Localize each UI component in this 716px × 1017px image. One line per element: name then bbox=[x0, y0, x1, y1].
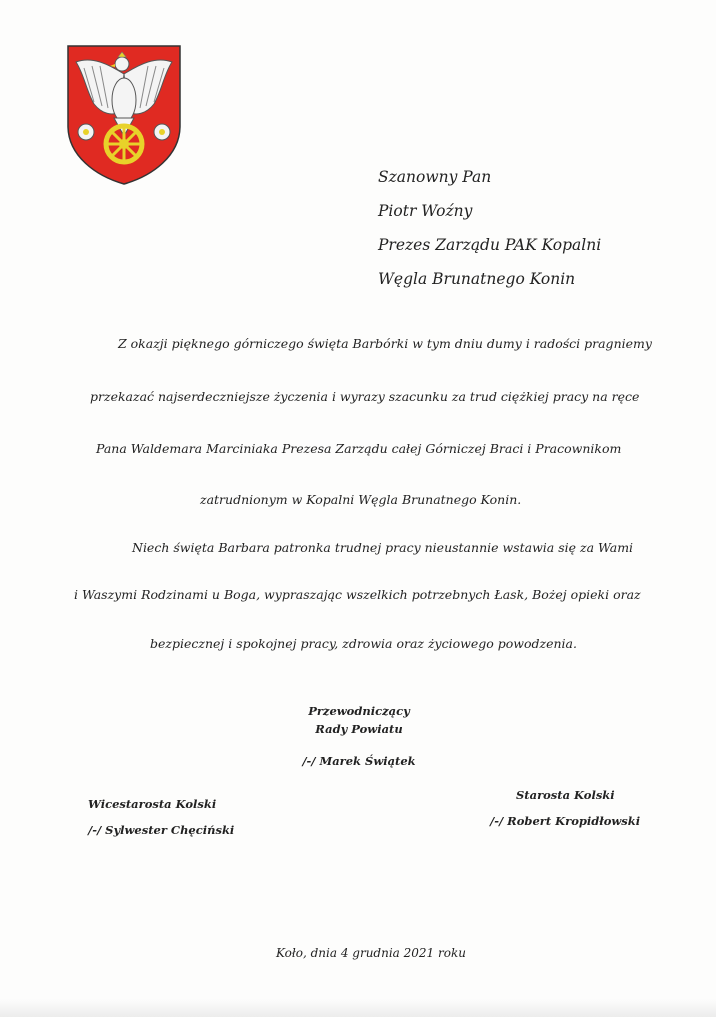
addressee-company: Węgla Brunatnego Konin bbox=[378, 270, 576, 288]
signature-name: /-/ Sylwester Chęciński bbox=[88, 823, 235, 837]
letter-date: Koło, dnia 4 grudnia 2021 roku bbox=[276, 946, 466, 960]
signature-title: Wicestarosta Kolski bbox=[88, 797, 217, 811]
body-line: Pana Waldemara Marciniaka Prezesa Zarządu całej Górniczej Braci i Pracownikom bbox=[96, 441, 622, 456]
signature-chairman bbox=[294, 702, 424, 770]
body-line: przekazać najserdeczniejsze życzenia i wyrazy szacunku za trud ciężkiej pracy na ręce bbox=[90, 389, 640, 404]
signature-name: /-/ Robert Kropidłowski bbox=[490, 814, 641, 828]
signature-vice-starost bbox=[88, 795, 234, 839]
body-line: Z okazji pięknego górniczego święta Barbórki w tym dniu dumy i radości pragniemy bbox=[118, 336, 652, 351]
body-line: zatrudnionym w Kopalni Węgla Brunatnego Konin. bbox=[200, 492, 522, 507]
addressee-block bbox=[378, 160, 601, 296]
body-line: Niech święta Barbara patronka trudnej pracy nieustannie wstawia się za Wami bbox=[132, 540, 634, 555]
addressee-position: Prezes Zarządu PAK Kopalni bbox=[378, 236, 602, 254]
addressee-salutation: Szanowny Pan bbox=[378, 168, 492, 186]
signature-title: Rady Powiatu bbox=[315, 722, 403, 736]
body-line: i Waszymi Rodzinami u Boga, wypraszając wszelkich potrzebnych Łask, Bożej opieki oraz bbox=[74, 587, 641, 602]
coat-of-arms-icon bbox=[64, 44, 184, 186]
signature-name: /-/ Marek Świątek bbox=[302, 754, 416, 768]
scan-edge bbox=[0, 999, 716, 1017]
signature-title: Starosta Kolski bbox=[516, 788, 615, 802]
signature-title: Przewodniczący bbox=[308, 704, 410, 718]
body-line: bezpiecznej i spokojnej pracy, zdrowia oraz życiowego powodzenia. bbox=[150, 636, 577, 651]
signature-starost bbox=[490, 786, 640, 830]
addressee-name: Piotr Woźny bbox=[378, 202, 473, 220]
